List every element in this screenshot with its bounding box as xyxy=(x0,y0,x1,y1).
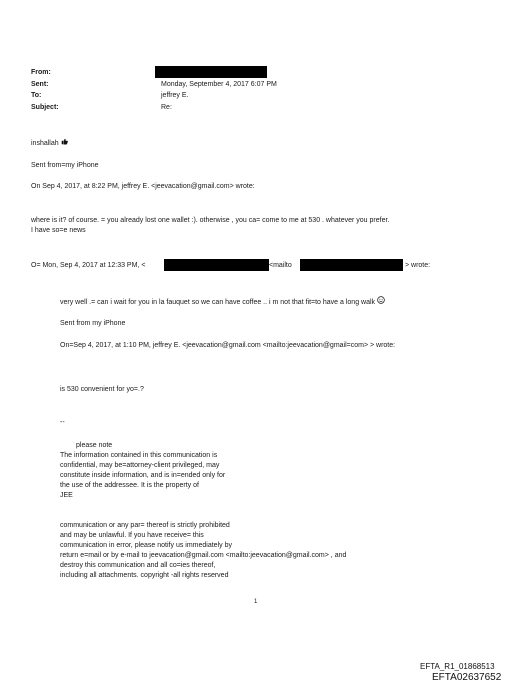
sent-value: Monday, September 4, 2017 6:07 PM xyxy=(161,81,277,88)
quoted-text-2: I have so=e news xyxy=(31,227,86,234)
subject-value: Re: xyxy=(161,104,172,111)
note-line: the use of the addressee. It is the property of xyxy=(60,482,199,489)
quote-header-3: On=Sep 4, 2017, at 1:10 PM, jeffrey E. <jeevacation@gmail.com <mailto:jeevacation@gmail=com> > wrote: xyxy=(60,342,396,349)
redaction-sender-1 xyxy=(164,259,269,271)
subject-label: Subject: xyxy=(31,104,59,111)
to-label: To: xyxy=(31,92,42,99)
quote-header-2-mid: <mailto xyxy=(269,262,292,269)
question-line: is 530 convenient for yo=.? xyxy=(60,386,144,393)
from-label: From: xyxy=(31,69,51,76)
comm-line: destroy this communication and all co=ies thereof, xyxy=(60,562,216,569)
sent-from-iphone: Sent from=my iPhone xyxy=(31,162,99,169)
thumbs-up-icon xyxy=(61,138,68,148)
sent-from-iphone-2: Sent from my iPhone xyxy=(60,320,126,327)
comm-line: communication in error, please notify us immediately by xyxy=(60,542,232,549)
footer-id-1: EFTA_R1_01868513 xyxy=(420,662,495,671)
smiley-icon xyxy=(377,296,385,307)
comm-line: communication or any par= thereof is strictly prohibited xyxy=(60,522,230,529)
reply-line xyxy=(31,138,68,148)
comm-line: including all attachments. copyright -all rights reserved xyxy=(60,572,229,579)
signature-dashes: -- xyxy=(60,419,65,426)
coffee-text: very well .= can i wait for you in la fauquet so we can have coffee .. i m not that fit=to have a long walk xyxy=(60,299,376,306)
reply-text: inshallah xyxy=(31,140,59,147)
note-line: JEE xyxy=(60,492,73,499)
sent-label: Sent: xyxy=(31,81,49,88)
redaction-from xyxy=(155,66,267,78)
quote-header-1: On Sep 4, 2017, at 8:22 PM, jeffrey E. <jeevacation@gmail.com> wrote: xyxy=(31,183,255,190)
note-line: constitute inside information, and is in=ended only for xyxy=(60,472,226,479)
note-title: please note xyxy=(76,442,113,449)
to-value: jeffrey E. xyxy=(161,92,189,99)
redaction-sender-2 xyxy=(300,259,403,271)
quoted-line-coffee xyxy=(60,296,385,307)
comm-line: and may be unlawful. If you have receive= this xyxy=(60,532,204,539)
page-number: 1 xyxy=(254,599,258,605)
note-line: The information contained in this communication is xyxy=(60,452,218,459)
quote-header-2-start: O= Mon, Sep 4, 2017 at 12:33 PM, < xyxy=(31,262,146,269)
quote-header-2-end: > wrote: xyxy=(405,262,431,269)
footer-id-2: EFTA02637652 xyxy=(432,672,502,683)
note-line: confidential, may be=attorney-client privileged, may xyxy=(60,462,220,469)
comm-line: return e=mail or by e-mail to jeevacation@gmail.com <mailto:jeevacation@gmail.com> , and xyxy=(60,552,347,559)
quoted-text-1: where is it? of course. = you already lost one wallet :). otherwise , you ca= come to me at 530 . whatever you prefer. xyxy=(31,217,390,224)
